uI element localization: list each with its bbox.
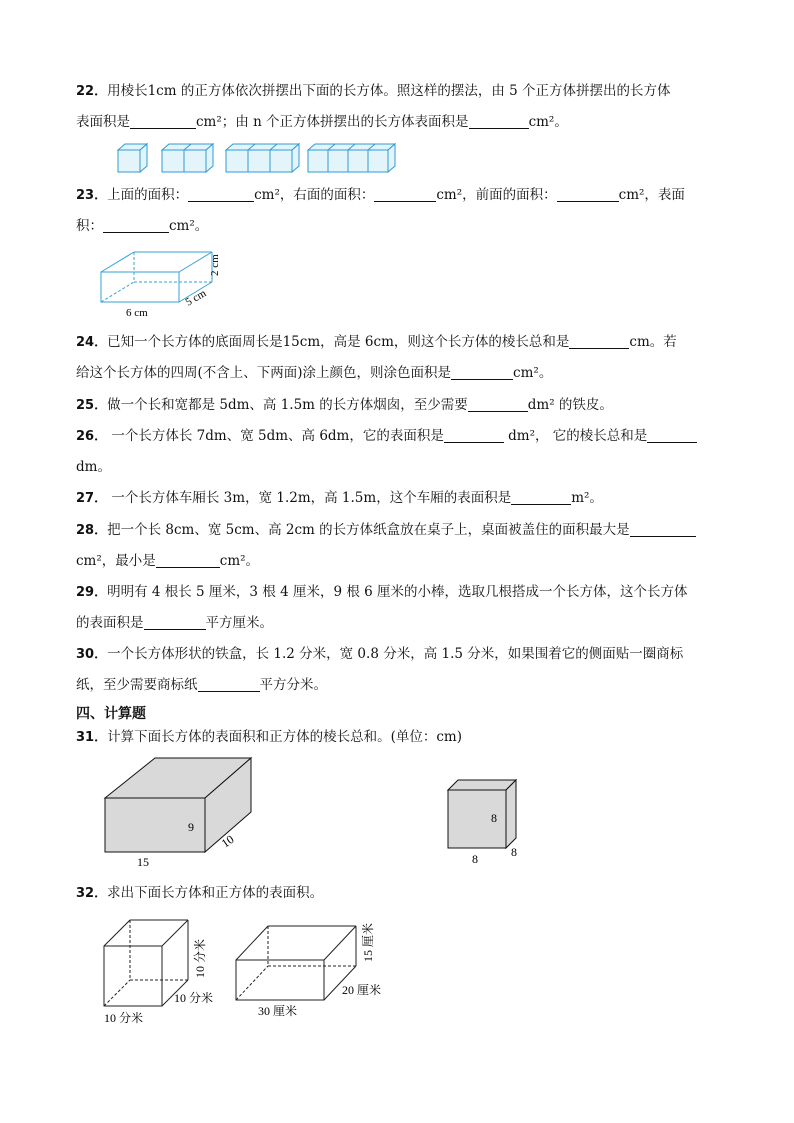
section-title: 四、计算题 — [76, 706, 146, 722]
question-text: 一个长方体车厢长 3m，宽 1.2m，高 1.5m，这个车厢的表面积是 — [107, 490, 512, 506]
q26-line2 — [76, 458, 111, 476]
length-label: 15 — [137, 855, 149, 869]
q22-line1 — [76, 82, 671, 101]
question-text: cm²；由 n 个正方体拼摆出的长方体表面积是 — [196, 114, 469, 130]
answer-blank[interactable] — [188, 187, 254, 202]
answer-blank[interactable] — [144, 615, 206, 630]
answer-blank[interactable] — [557, 187, 619, 202]
question-number: 26． — [76, 429, 108, 444]
q24-line1 — [76, 333, 677, 352]
question-text: 平方分米。 — [259, 677, 327, 693]
question-text: 纸，至少需要商标纸 — [76, 677, 198, 693]
q28-line2 — [76, 552, 259, 570]
question-number: 32． — [76, 886, 108, 901]
question-number: 22． — [76, 84, 108, 99]
answer-blank[interactable] — [569, 334, 629, 349]
answer-blank[interactable] — [469, 114, 529, 129]
question-text: 做一个长和宽都是 5dm、高 1.5m 的长方体烟囱，至少需要 — [107, 397, 468, 413]
question-text: cm²，表面 — [618, 187, 685, 203]
height-label: 2 cm — [209, 254, 221, 276]
question-number: 24． — [76, 335, 108, 350]
answer-blank[interactable] — [630, 522, 696, 537]
cube-edge-label: 8 — [491, 811, 497, 825]
q22-line2 — [76, 113, 568, 131]
question-number: 23． — [76, 188, 108, 203]
question-text: 平方厘米。 — [205, 615, 273, 631]
question-text: cm²。 — [169, 218, 209, 234]
q32-figures — [98, 914, 398, 1030]
question-number: 25． — [76, 398, 108, 413]
length-label: 6 cm — [126, 307, 148, 319]
question-text: 用棱长1cm 的正方体依次拼摆出下面的长方体。照这样的摆法，由 5 个正方体拼摆出的长方体 — [107, 83, 671, 99]
question-text: m²。 — [571, 490, 603, 506]
answer-blank[interactable] — [468, 397, 528, 412]
q28-line1 — [76, 521, 696, 540]
q26-line1 — [76, 427, 697, 446]
answer-blank[interactable] — [103, 218, 169, 233]
width-label: 5 cm — [183, 287, 209, 309]
question-text: dm² 的铁皮。 — [527, 397, 613, 413]
cube-height-label: 10 分米 — [193, 938, 207, 978]
question-text: 给这个长方体的四周(不含上、下两面)涂上颜色，则涂色面积是 — [76, 365, 452, 381]
answer-blank[interactable] — [156, 553, 220, 568]
question-text: 把一个长 8cm、宽 5cm、高 2cm 的长方体纸盒放在桌子上，桌面被盖住的面积最大是 — [107, 522, 630, 538]
question-text: 表面积是 — [76, 114, 130, 130]
cube-edge-label: 8 — [511, 845, 517, 859]
question-text: 的表面积是 — [76, 615, 144, 631]
cube-edge-label: 8 — [472, 852, 478, 866]
cube-figure-q31 — [444, 776, 524, 868]
question-text: 积： — [76, 218, 103, 234]
question-text: 一个长方体长 7dm、宽 5dm、高 6dm，它的表面积是 — [107, 428, 444, 444]
q23-line1 — [76, 186, 685, 205]
question-text: 计算下面长方体的表面积和正方体的棱长总和。(单位：cm) — [107, 729, 462, 745]
question-number: 28． — [76, 523, 108, 538]
q24-line2 — [76, 364, 552, 382]
q32-line — [76, 884, 323, 903]
answer-blank[interactable] — [451, 365, 513, 380]
cuboid-figure-q31 — [100, 752, 260, 872]
answer-blank[interactable] — [647, 428, 697, 443]
question-text: cm²，右面的面积： — [254, 187, 375, 203]
question-text: cm。若 — [629, 334, 677, 350]
answer-blank[interactable] — [444, 428, 504, 443]
cube-row-2 — [162, 144, 213, 172]
q27-line — [76, 489, 603, 508]
cube-row-4 — [308, 144, 395, 172]
question-text: cm²。 — [219, 553, 260, 569]
question-number: 29． — [76, 585, 108, 600]
question-text: 一个长方体形状的铁盒，长 1.2 分米，宽 0.8 分米，高 1.5 分米，如果围着它的侧面贴一圈商标 — [107, 646, 684, 662]
q23-line2 — [76, 217, 208, 235]
q25-line — [76, 396, 613, 415]
cube-length-label: 10 分米 — [104, 1011, 144, 1025]
cube-row-1 — [118, 144, 147, 172]
question-number: 31． — [76, 730, 108, 745]
question-text: 明明有 4 根长 5 厘米，3 根 4 厘米，9 根 6 厘米的小棒，选取几根搭成一个长方体，这个长方体 — [107, 584, 688, 600]
answer-blank[interactable] — [198, 677, 260, 692]
q31-line — [76, 728, 462, 747]
cuboid-figure-q32 — [236, 926, 356, 1000]
question-text: 已知一个长方体的底面周长是15cm，高是 6cm，则这个长方体的棱长总和是 — [107, 334, 570, 350]
q30-line2 — [76, 676, 327, 694]
cuboid-length-label: 30 厘米 — [258, 1004, 298, 1018]
cuboid-width-label: 20 厘米 — [342, 983, 382, 997]
question-text: cm²。 — [528, 114, 568, 130]
height-label: 9 — [188, 820, 194, 834]
answer-blank[interactable] — [374, 187, 436, 202]
question-text: 求出下面长方体和正方体的表面积。 — [107, 885, 324, 901]
cube-width-label: 10 分米 — [174, 991, 214, 1005]
q29-line2 — [76, 614, 273, 632]
answer-blank[interactable] — [130, 114, 196, 129]
question-text: cm²，前面的面积： — [436, 187, 557, 203]
cuboid-figure-q23 — [96, 246, 236, 320]
cuboid-height-label: 15 厘米 — [361, 922, 375, 962]
q29-line1 — [76, 583, 688, 602]
answer-blank[interactable] — [511, 490, 571, 505]
question-number: 27． — [76, 491, 108, 506]
question-text: cm²，最小是 — [76, 553, 156, 569]
question-number: 30． — [76, 647, 108, 662]
question-text: dm²， 它的棱长总和是 — [503, 428, 648, 444]
width-label: 10 — [218, 832, 237, 851]
question-text: cm²。 — [513, 365, 553, 381]
q30-line1 — [76, 645, 683, 664]
cube-sequence-figure — [116, 142, 396, 176]
question-text: 上面的面积： — [107, 187, 189, 203]
cube-row-3 — [226, 144, 299, 172]
question-text: dm。 — [76, 459, 111, 475]
